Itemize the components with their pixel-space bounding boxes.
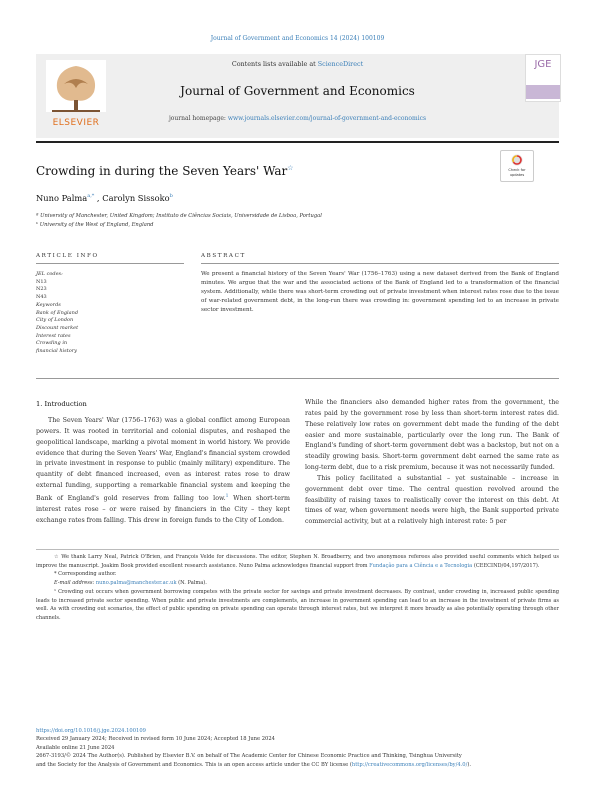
intro-paragraph-1 — [36, 416, 290, 527]
article-history — [36, 727, 559, 769]
body-column-right — [305, 398, 559, 528]
check-for-updates-button[interactable] — [500, 150, 534, 182]
keyword: Crowding in — [36, 340, 68, 347]
footnote-1: ¹ Crowding out occurs when government borrowing competes with the private sector for savings and private investment decreases. By contrast, under crowding in, increased public spending leads to increased private sector spending. When public and private investments are complements, an increase in government spending can lead to an increase in the investment of private firms as well. As with crowding out scenarios, the effect of public spending on private spending can operate through interest rates, but we interpret it more broadly as also potentially operating through other channels. — [36, 588, 559, 621]
keyword: City of London — [36, 317, 74, 324]
keyword: Bank of England — [36, 309, 79, 316]
title-footnote-mark[interactable]: ☆ — [287, 164, 294, 172]
journal-cover — [525, 54, 561, 102]
affiliation-a: ª University of Manchester, United Kingdom; Instituto de Ciências Sociais, Universidade de Lisboa, Portugal — [36, 213, 322, 219]
jel-code: N43 — [36, 294, 47, 301]
intro-paragraph-2: While the financiers also demanded higher rates from the government, the rates paid by the government rose by less than short-term interest rates did. These relatively low rates on government debt made the funding of the debt easier and more sustainable, particularly over the long run. The Bank of England's funding of short-term government debt was a backstop, but not on a steadily growing basis. Short-term government debt earned the same rate as long-term debt, due to a risk premium, because it was not necessarily funded. — [305, 399, 559, 472]
author-line — [36, 193, 173, 203]
article-info-list — [36, 271, 186, 356]
front-matter-rule — [36, 378, 559, 379]
license-line-1: 2667-3193/© 2024 The Author(s). Published by Elsevier B.V. on behalf of The Academic Center for Chinese Economic Practice and Thinking, Tsinghua University — [36, 753, 462, 760]
author-sissoko: Carolyn Sissoko — [102, 193, 170, 203]
homepage-prefix: journal homepage: — [168, 115, 228, 122]
abstract-heading: ABSTRACT — [201, 253, 246, 259]
author-separator: , — [94, 193, 103, 203]
abstract-rule — [201, 263, 559, 264]
footnote-1-mark[interactable]: 1 — [225, 493, 229, 499]
email-end: (N. Palma). — [176, 580, 207, 587]
homepage-link[interactable]: www.journals.elsevier.com/journal-of-government-and-economics — [227, 115, 427, 122]
running-head[interactable]: Journal of Government and Economics 14 (2024) 100109 — [210, 35, 385, 42]
article-info-rule — [36, 263, 184, 264]
intro-paragraph-1-text: The Seven Years' War (1756–1763) was a global conflict among European powers. It was rooted in territorial and colonial disputes, and reshaped the geopolitical landscape, marking a pivotal moment in world history. We provide evidence that during the Seven Years' War, England's financial system crowded in private investment in response to public (mainly military) expenditure. The quantity of debt financed increased, even as interest rates rose to draw external funding, supporting a remarkable financial system and keeping the Bank of England's gold reserves from falling too low. — [36, 417, 290, 502]
section-heading-introduction: 1. Introduction — [36, 400, 87, 408]
footnote-star-end: (CEECIND/04,197/2017). — [472, 562, 540, 569]
article-info-heading: ARTICLE INFO — [36, 253, 99, 259]
sciencedirect-link[interactable]: ScienceDirect — [317, 60, 364, 68]
abstract-text: We present a financial history of the Seven Years' War (1756–1763) using a new dataset derived from the Bank of England minutes. We argue that the war and the associated actions of the Bank of England led to a transformation of the financial system. Additionally, while there was short-term crowding out of private investment when interest rates rose due to the issue of war-related government debt, in the long-run there was crowding in: government spending led to an increase in private sector investment. — [201, 271, 559, 313]
author-palma-marks[interactable]: a,* — [87, 193, 95, 200]
masthead-rule — [36, 141, 559, 143]
publisher-wordmark: ELSEVIER — [52, 118, 100, 128]
check-updates-line1: Check for — [508, 168, 526, 172]
jel-code: N13 — [36, 278, 47, 285]
article-title — [36, 164, 294, 178]
cover-abbrev: JGE — [534, 59, 552, 70]
check-updates-icon — [511, 154, 523, 166]
check-updates-line2: updates — [509, 172, 525, 177]
keyword: financial history — [36, 348, 77, 355]
intro-paragraph-1-end: When short-term interest rates rose – or were raised by financiers in the City – they kept exchange rates from falling. This drew in foreign funds to the City of London. — [36, 495, 291, 524]
funder-link[interactable]: Fundação para a Ciência e a Tecnologia — [369, 562, 473, 569]
available-online: Available online 21 June 2024 — [36, 744, 115, 751]
license-line-2 — [36, 761, 559, 769]
received-dates: Received 29 January 2024; Received in revised form 10 June 2024; Accepted 18 June 2024 — [36, 736, 275, 743]
doi-link[interactable]: https://doi.org/10.1016/j.jge.2024.100109 — [36, 728, 146, 734]
author-palma: Nuno Palma — [36, 193, 88, 203]
elsevier-logo — [36, 54, 116, 132]
affiliation-b: ᵇ University of the West of England, England — [36, 222, 154, 228]
cover-band — [526, 85, 560, 99]
author-sissoko-marks[interactable]: b — [169, 193, 173, 200]
footnotes — [36, 553, 559, 623]
jel-label: JEL codes: — [36, 271, 63, 277]
footnote-email — [36, 579, 559, 588]
contents-prefix: Contents lists available at — [231, 60, 318, 68]
homepage-line — [120, 115, 475, 122]
body-column-left — [36, 416, 290, 527]
contents-line — [120, 60, 475, 68]
email-label: E-mail address: — [54, 580, 96, 587]
keyword: Discount market — [36, 324, 79, 331]
keywords-label: Keywords — [36, 301, 61, 308]
license-link[interactable]: http://creativecommons.org/licenses/by/4.0/ — [351, 761, 468, 768]
license-end: ). — [467, 761, 471, 768]
footnote-rule — [36, 549, 559, 550]
footnote-acknowledgements — [36, 553, 559, 570]
article-title-text: Crowding in during the Seven Years' War — [36, 164, 288, 178]
intro-paragraph-3: This policy facilitated a substantial – yet sustainable – increase in government debt over time. The central question revolved around the feasibility of raising taxes to realistically cover the interest on this debt. At times of war, when government needs were high, the Bank supported private commercial activity, but at a relatively high interest rate: 5 per — [305, 474, 559, 526]
jel-code: N23 — [36, 286, 47, 293]
email-link[interactable]: nuno.palma@manchester.ac.uk — [95, 580, 177, 587]
journal-title: Journal of Government and Economics — [180, 84, 415, 98]
license-text: and the Society for the Analysis of Government and Economics. This is an open access article under the CC BY license ( — [36, 761, 352, 768]
footnote-star-text: ☆ We thank Larry Neal, Patrick O'Brien, and François Velde for discussions. The editor, Stephen N. Broadberry, and two anonymous referees also provided useful comments which helped us improve the manuscript. Joakim Book provided excellent research assistance. Nuno Palma acknowledges financial support from — [36, 554, 559, 569]
keyword: Interest rates — [36, 332, 71, 339]
footnote-corresponding: * Corresponding author. — [54, 571, 117, 578]
